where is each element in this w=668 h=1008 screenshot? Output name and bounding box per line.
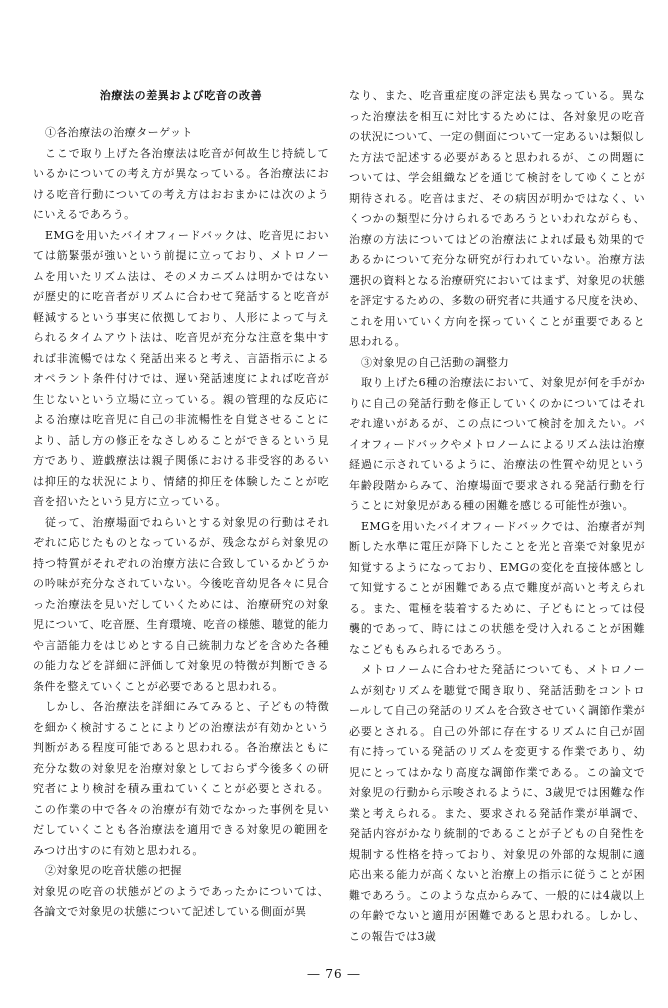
right-paragraph-3: メトロノームに合わせた発話についても、メトロノームが刻むリズムを聴覚で聞き取り、発話活動をコントロールして自己の発話のリズムを合致させていく調節作業が必要とされる。自己の外部に存在するリズムに自己が固有に持っている発話のリズムを変更する作業であり、幼児にとってはかなり高度な調節作業である。この論文で対象児の行動から示唆されるように、3歳児では困難な作業と考えられる。また、要求される発話作業が単調で、発話内容がかなり統制的であることが子どもの自発性を規制する性格を持っており、対象児の外部的な規制に適応出来る能力が高くないと治療上の指示に従うことが困難であろう。このような点からみて、一般的には4歳以上の年齢でないと適用が困難であると思われる。しかし、この報告では3歳 [349, 663, 645, 943]
right-paragraph-2: EMGを用いたバイオフィードバックでは、治療者が判断した水準に電圧が降下したことを光と音楽で対象児が知覚するようになっており、EMGの変化を直接体感として知覚することが困難である点で難度が高いと考えられる。また、電極を装着するために、子どもにとっては侵襲的であって、時にはこの状態を受け入れることが困難なこどももみられるであろう。 [349, 519, 645, 656]
section-title: 治療法の差異および吃音の改善 [99, 89, 263, 102]
left-paragraph-3: 従って、治療場面でねらいとする対象児の行動はそれぞれに応じたものとなっているが、残念ながら対象児の持つ特質がそれぞれの治療方法に合致しているかどうかの吟味が充分なされていない。今後吃音幼児各々に見合った治療法を見いだしていくためには、治療研究の対象児について、吃音歴、生育環境、吃音の様態、聴覚的能力や言語能力をはじめとする自己統制力などを含めた各種の能力などを詳細に評価して対象児の特徴が判断できる条件を整えていくことが必要であると思われる。 [33, 515, 329, 693]
left-paragraph-1: ここで取り上げた各治療法は吃音が何故生じ持続しているかについての考え方が異なっている。各治療法における吃音行動についての考え方はおおまかには次のようにいえるであろう。 [33, 146, 329, 221]
left-column [33, 86, 329, 923]
page-number: ― 76 ― [307, 967, 361, 981]
right-paragraph-1: 取り上げた6種の治療法において、対象児が何を手がかりに自己の発話行動を修正していくのかについてはそれぞれ違いがあるが、この点について検討を加えたい。バイオフィードバックやメトロノームによるリズム法は治療経過に示されているように、治療法の性質や幼児という年齢段階からみて、治療場面で要求される発話行動を行うことに対象児がある種の困難を感じる可能性が強い。 [349, 376, 645, 512]
right-paragraph-continuation: なり、また、吃音重症度の評定法も異なっている。異なった治療法を相互に対比するためには、各対象児の吃音の状況について、一定の側面について一定あるいは類似した方法で記述する必要があると思われるが、この問題については、学会組織などを通じて検討をしてゆくことが期待される。吃音はまだ、その病因が明かではなく、いくつかの類型に分けられるであろうといわれながらも、治療の方法についてはどの治療法によれば最も効果的であるかについて充分な研究が行われていない。治療方法選択の資料となる治療研究においてはまず、対象児の状態を評定するための、多数の研究者に共通する尺度を決め、これを用いていく方向を探っていくことが重要であると思われる。 [349, 89, 645, 348]
left-paragraph-5: 対象児の吃音の状態がどのようであったかについては、各論文で対象児の状態について記述している側面が異 [33, 884, 329, 918]
left-paragraph-2: EMGを用いたバイオフィードバックは、吃音児においては筋緊張が強いという前提に立っており、メトロノームを用いたリズム法は、そのメカニズムは明かではないが歴史的に吃音者がリズムに合わせて発話すると吃音が軽減するという事実に依拠しており、人形によって与えられるタイムアウト法は、吃音児が充分な注意を集中すれば非流暢ではなく発話出来ると考え、言語指示によるオペラント条件付けでは、遅い発話速度によれば吃音が生じないという立場に立っている。親の管理的な反応による治療は吃音児に自己の非流暢性を自覚させることにより、話し方の修正をなさしめることができるという見方であり、遊戯療法は親子関係における非受容的あるいは抑圧的な状況により、情緒的抑圧を体験したことが吃音を招いたという見方に立っている。 [33, 228, 329, 508]
subsection-heading-1: ①各治療法の治療ターゲット [45, 126, 193, 139]
subsection-heading-2: ②対象児の吃音状態の把握 [45, 864, 182, 877]
left-paragraph-4: しかし、各治療法を詳細にみてみると、子どもの特徴を細かく検討することによりどの治療法が有効かという判断がある程度可能であると思われる。各治療法ともに充分な数の対象児を治療対象としておらず今後多くの研究者により検討を積み重ねていくことが必要とされる。この作業の中で各々の治療が有効でなかった事例を見いだしていくことも各治療法を適用できる対象児の範囲をみつけ出すのに有効と思われる。 [33, 700, 329, 857]
subsection-heading-3: ③対象児の自己活動の調整力 [361, 355, 510, 369]
right-column [349, 86, 645, 947]
